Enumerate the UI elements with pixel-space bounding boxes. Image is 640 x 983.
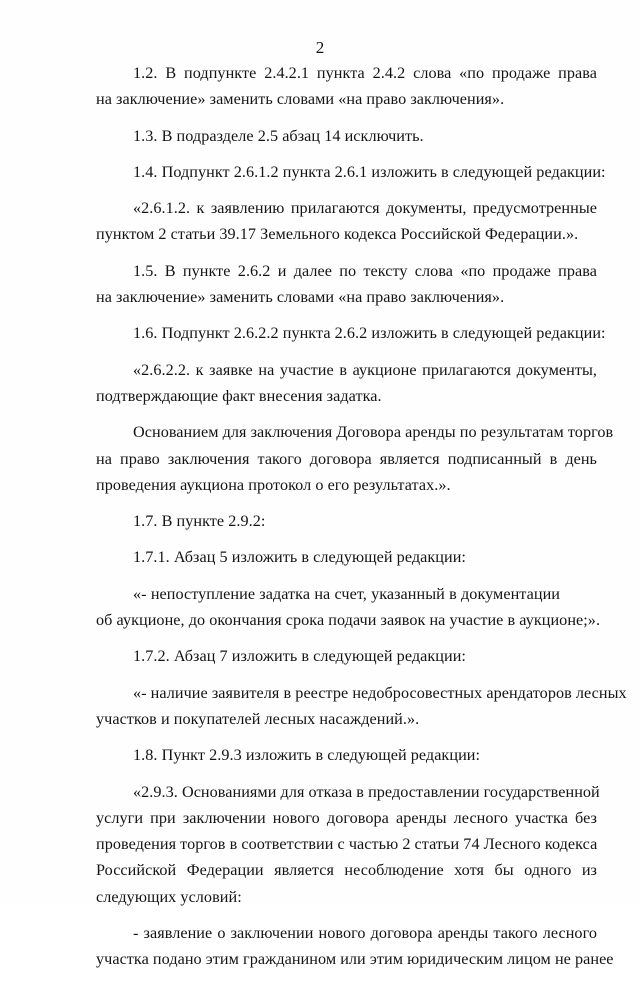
text-line: подтверждающие факт внесения задатка.	[96, 386, 382, 405]
text-line: на заключение» заменить словами «на право заключения».	[96, 90, 505, 109]
text-line: «- наличие заявителя в реестре недобросовестных арендаторов лесных	[133, 683, 627, 702]
text-line: услуги при заключении нового договора аренды лесного участка без	[96, 808, 597, 827]
text-line: 1.4. Подпункт 2.6.1.2 пункта 2.6.1 изложить в следующей редакции:	[133, 162, 606, 181]
paragraph-deposit	[96, 581, 601, 634]
text-line: проведения аукциона протокол о его результатах.».	[96, 475, 451, 494]
text-line: пунктом 2 статьи 39.17 Земельного кодекса Российской Федерации.».	[96, 225, 579, 244]
paragraph-2-9-3	[96, 779, 600, 910]
document-body	[96, 60, 627, 983]
text-line: участка подано этим гражданином или этим юридическим лицом не ранее	[96, 950, 614, 969]
paragraph-registry	[96, 680, 627, 733]
text-line: 1.8. Пункт 2.9.3 изложить в следующей редакции:	[133, 746, 481, 765]
text-line: 1.3. В подразделе 2.5 абзац 14 исключить.	[133, 126, 424, 145]
text-line: 1.7.2. Абзац 7 изложить в следующей редакции:	[133, 647, 466, 666]
text-line: участков и покупателей лесных насаждений.».	[96, 709, 420, 728]
text-line: проведения торгов в соответствии с частью 2 статьи 74 Лесного кодекса	[96, 835, 598, 854]
paragraph-basis	[96, 419, 614, 498]
page-number: 2	[315, 38, 325, 57]
paragraph-new-contract	[96, 920, 614, 973]
paragraph-1-6	[96, 320, 606, 346]
text-line: об аукционе, до окончания срока подачи заявок на участие в аукционе;».	[96, 611, 601, 630]
text-line: следующих условий:	[96, 887, 242, 906]
text-line: «2.9.3. Основаниями для отказа в предоставлении государственной	[133, 782, 600, 801]
paragraph-1-2	[96, 60, 597, 113]
text-line: Российской Федерации является несоблюдение хотя бы одного из	[96, 861, 597, 880]
paragraph-1-7	[96, 508, 597, 534]
paragraph-1-7-1	[96, 544, 597, 570]
text-line: 1.6. Подпункт 2.6.2.2 пункта 2.6.2 изложить в следующей редакции:	[133, 324, 606, 343]
text-line: Основанием для заключения Договора аренды по результатам торгов	[133, 423, 614, 442]
text-line: на заключение» заменить словами «на право заключения».	[96, 288, 505, 307]
paragraph-1-5	[96, 258, 597, 311]
text-line: 1.2. В подпункте 2.4.2.1 пункта 2.4.2 слова «по продаже права	[133, 64, 597, 82]
text-line: - заявление о заключении нового договора аренды такого лесного	[133, 924, 597, 943]
paragraph-1-4	[96, 159, 606, 185]
paragraph-1-7-2	[96, 643, 597, 669]
text-line: 1.5. В пункте 2.6.2 и далее по тексту слова «по продаже права	[133, 261, 597, 280]
text-line: 1.7. В пункте 2.9.2:	[133, 512, 266, 531]
paragraph-1-8	[96, 742, 597, 768]
paragraph-2-6-2-2	[96, 357, 597, 410]
text-line: «2.6.2.2. к заявке на участие в аукционе прилагаются документы,	[133, 360, 597, 379]
paragraph-1-3	[96, 123, 597, 149]
text-line: «- непоступление задатка на счет, указанный в документации	[133, 584, 560, 603]
text-line: на право заключения такого договора является подписанный в день	[96, 449, 597, 468]
text-line: 1.7.1. Абзац 5 изложить в следующей редакции:	[133, 548, 466, 567]
text-line: «2.6.1.2. к заявлению прилагаются документы, предусмотренные	[133, 199, 597, 218]
paragraph-2-6-1-2	[96, 195, 597, 248]
